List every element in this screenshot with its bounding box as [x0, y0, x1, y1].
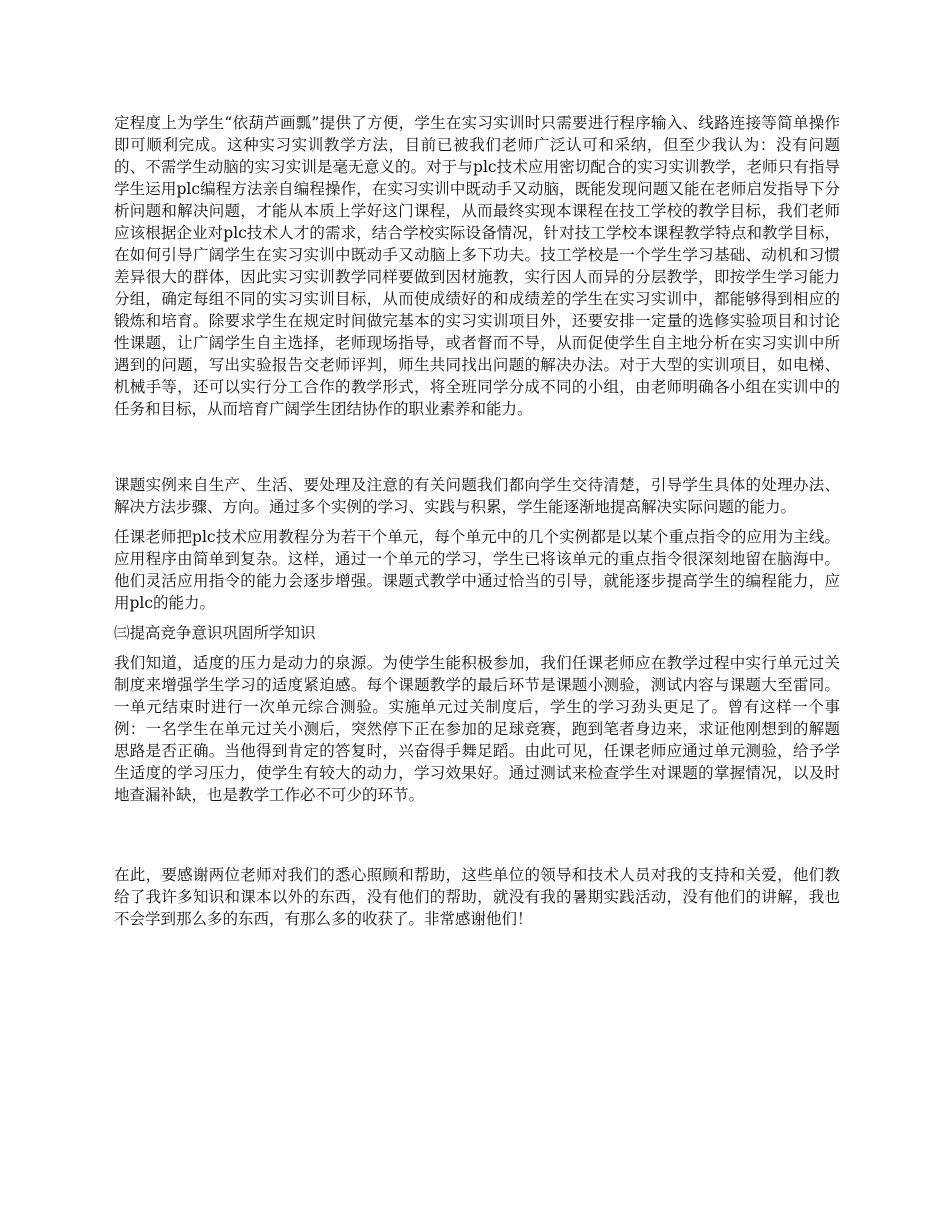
paragraph-acknowledgement: 在此，要感谢两位老师对我们的悉心照顾和帮助，这些单位的领导和技术人员对我的支持和关爱，他们教给了我许多知识和课本以外的东西，没有他们的帮助，就没有我的暑期实践活动，没有他们的讲解，我也不会学到那么多的东西，有那么多的收获了。非常感谢他们！ — [114, 866, 840, 928]
section-heading: ㈢提高竞争意识巩固所学知识 — [114, 624, 316, 642]
paragraph-topic-examples: 课题实例来自生产、生活、要处理及注意的有关问题我们都向学生交待清楚，引导学生具体的处理办法、解决方法步骤、方向。通过多个实例的学习、实践与积累，学生能逐渐地提高解决实际问题的能力。 — [114, 476, 840, 516]
paragraph-unit-division: 任课老师把plc技术应用教程分为若干个单元，每个单元中的几个实例都是以某个重点指令的应用为主线。应用程序由简单到复杂。这样，通过一个单元的学习，学生已将该单元的重点指令很深刻地留在脑海中。他们灵活应用指令的能力会逐步增强。课题式教学中通过恰当的引导，就能逐步提高学生的编程能力，应用plc的能力。 — [114, 528, 840, 612]
document-body — [114, 112, 840, 930]
paragraph-gap — [114, 518, 840, 526]
paragraph-practical-training: 定程度上为学生“依葫芦画瓢”提供了方便，学生在实习实训时只需要进行程序输入、线路连接等简单操作即可顺利完成。这种实习实训教学方法，目前已被我们老师广泛认可和采纳，但至少我认为：没有问题的、不需学生动脑的实习实训是毫无意义的。对于与plc技术应用密切配合的实习实训教学，老师只有指导学生运用plc编程方法亲自编程操作，在实习实训中既动手又动脑，既能发现问题又能在老师启发指导下分析问题和解决问题，才能从本质上学好这门课程，从而最终实现本课程在技工学校的教学目标，我们老师应该根据企业对plc技术人才的需求，结合学校实际设备情况，针对技工学校本课程教学特点和教学目标，在如何引导广阔学生在实习实训中既动手又动脑上多下功夫。技工学校是一个学生学习基础、动机和习惯差异很大的群体，因此实习实训教学同样要做到因材施教，实行因人而异的分层教学，即按学生学习能力分组，确定每组不同的实习实训目标，从而使成绩好的和成绩差的学生在实习实训中，都能够得到相应的锻炼和培育。除要求学生在规定时间做完基本的实习实训项目外，还要安排一定量的选修实验项目和讨论性课题，让广阔学生自主选择，老师现场指导，或者督而不导，从而促使学生自主地分析在实习实训中所遇到的问题，写出实验报告交老师评判，师生共同找出问题的解决办法。对于大型的实训项目，如电梯、机械手等，还可以实行分工合作的教学形式，将全班同学分成不同的小组，由老师明确各小组在实训中的任务和目标，从而培育广阔学生团结协作的职业素养和能力。 — [114, 114, 840, 418]
paragraph-gap — [114, 644, 840, 652]
paragraph-competition: 我们知道，适度的压力是动力的泉源。为使学生能积极参加，我们任课老师应在教学过程中实行单元过关制度来增强学生学习的适度紧迫感。每个课题教学的最后环节是课题小测验，测试内容与课题大至雷同。一单元结束时进行一次单元综合测验。实施单元过关制度后，学生的学习劲头更足了。曾有这样一个事例：一名学生在单元过关小测后，突然停下正在参加的足球竞赛，跑到笔者身边来，求证他刚想到的解题思路是否正确。当他得到肯定的答复时，兴奋得手舞足蹈。由此可见，任课老师应通过单元测验，给予学生适度的学习压力，使学生有较大的动力，学习效果好。通过测试来检查学生对课题的掌握情况，以及时地查漏补缺，也是教学工作必不可少的环节。 — [114, 654, 840, 804]
section-gap — [114, 420, 840, 474]
section-gap — [114, 806, 840, 864]
paragraph-gap — [114, 614, 840, 622]
